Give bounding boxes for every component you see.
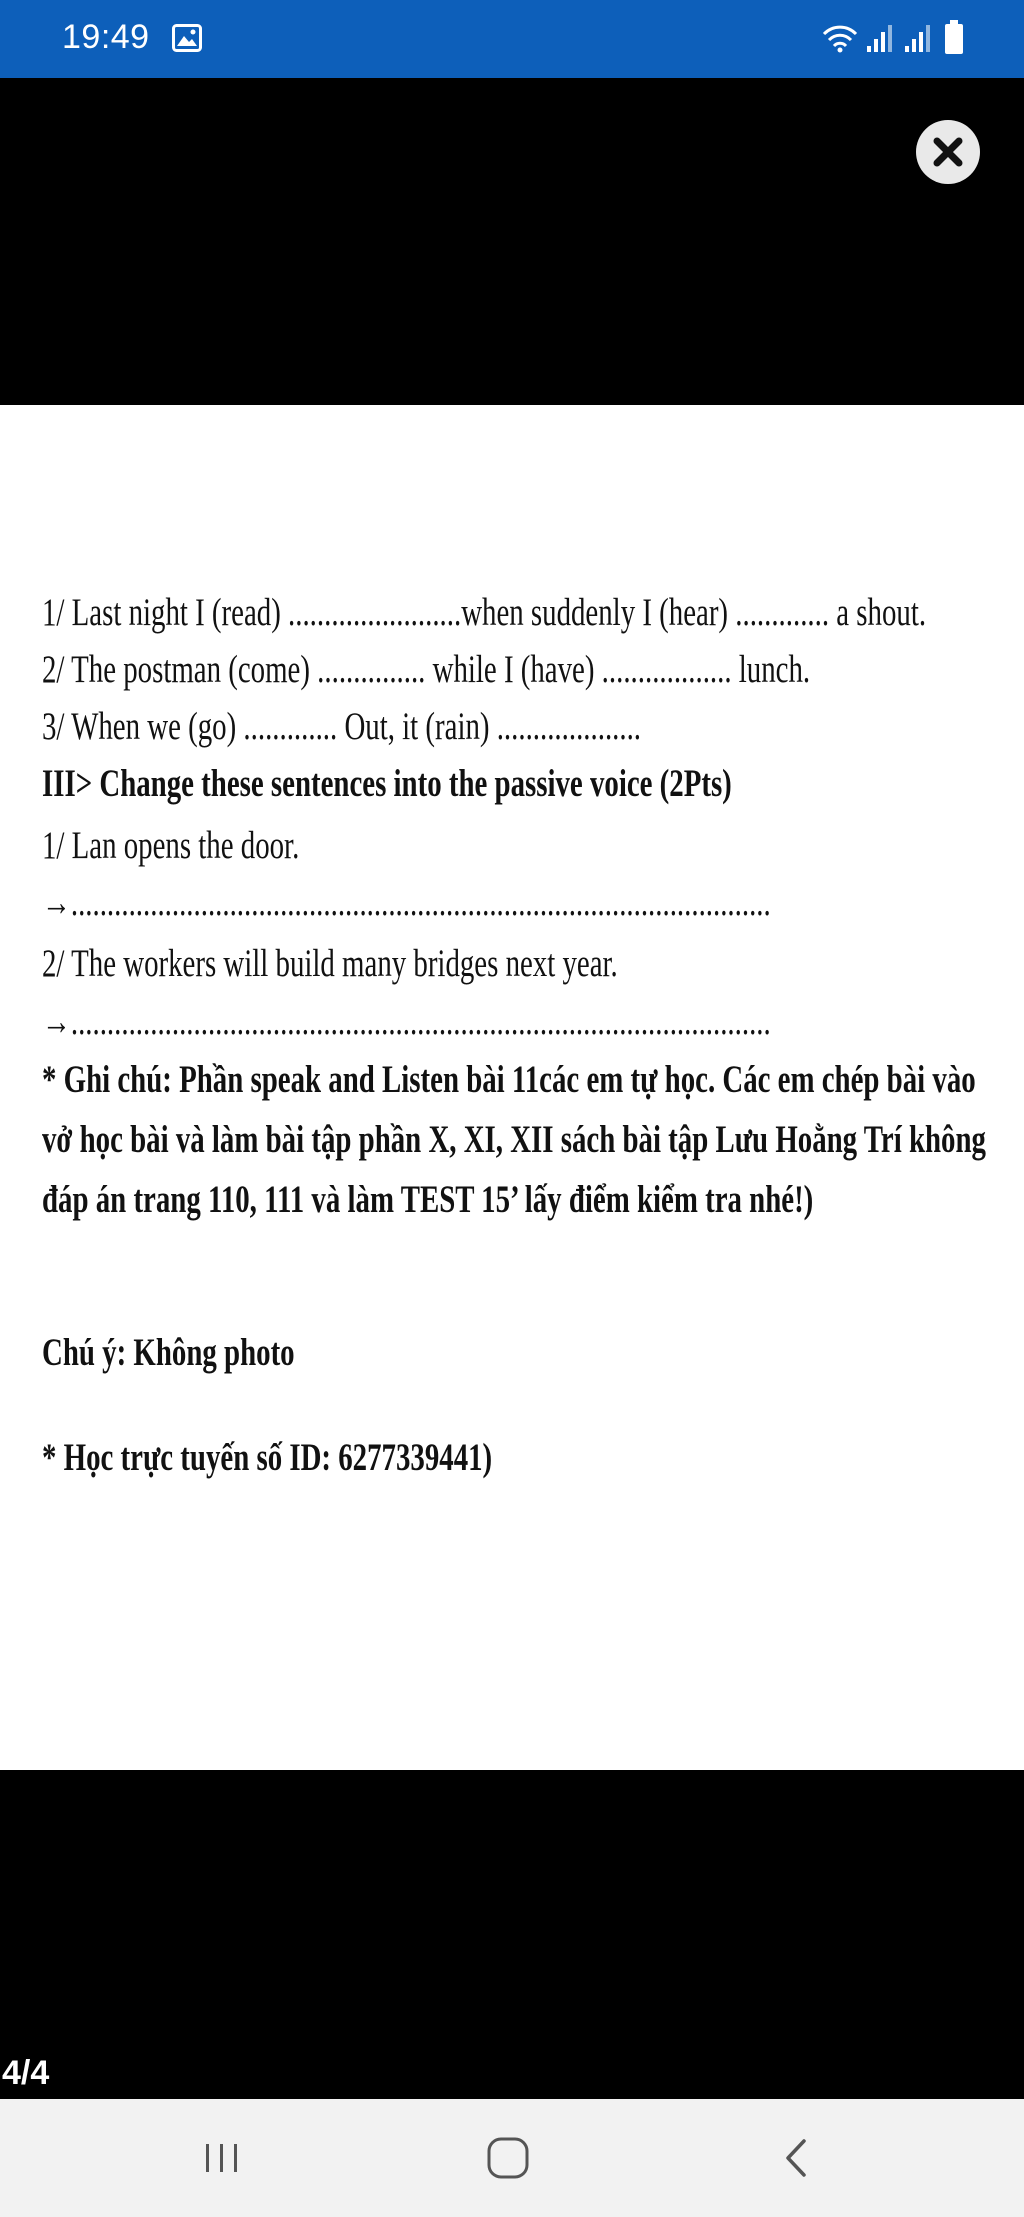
battery-icon [945,20,963,54]
wifi-icon [820,22,860,54]
section-heading: III> Change these sentences into the passive voice (2Pts) [42,762,732,805]
answer-line: →................................................................................................. [42,1000,771,1043]
note-line: * Ghi chú: Phần speak and Listen bài 11các em tự học. Các em chép bài vào [42,1058,976,1101]
exercise-line: 2/ The workers will build many bridges next year. [42,942,618,985]
navigation-bar [0,2099,1024,2217]
back-button[interactable] [766,2133,826,2183]
gallery-icon [172,24,202,52]
home-icon [478,2133,538,2183]
warning-line: Chú ý: Không photo [42,1331,295,1374]
exercise-line: 3/ When we (go) ............. Out, it (rain) .................... [42,705,642,748]
home-button[interactable] [478,2133,538,2183]
online-id-line: * Học trực tuyến số ID: 6277339441) [42,1436,493,1479]
document-page[interactable] [0,405,1024,1770]
status-bar [0,0,1024,78]
recents-icon [192,2133,252,2183]
recents-button[interactable] [192,2133,252,2183]
close-button[interactable] [916,120,980,184]
exercise-line: 1/ Lan opens the door. [42,824,300,867]
note-line: đáp án trang 110, 111 và làm TEST 15’ lấy điểm kiểm tra nhé!) [42,1178,814,1221]
close-icon [916,120,980,184]
signal-icon [904,24,930,52]
status-time: 19:49 [62,18,150,56]
exercise-line: 1/ Last night I (read) ........................when suddenly I (hear) ............. a shout. [42,591,927,634]
page-indicator: 4/4 [2,2054,50,2092]
exercise-line: 2/ The postman (come) ............... while I (have) .................. lunch. [42,648,811,691]
note-line: vở học bài và làm bài tập phần X, XI, XII sách bài tập Lưu Hoằng Trí không [42,1118,986,1161]
answer-line: →................................................................................................. [42,881,771,924]
signal-icon [866,24,892,52]
back-icon [766,2133,826,2183]
